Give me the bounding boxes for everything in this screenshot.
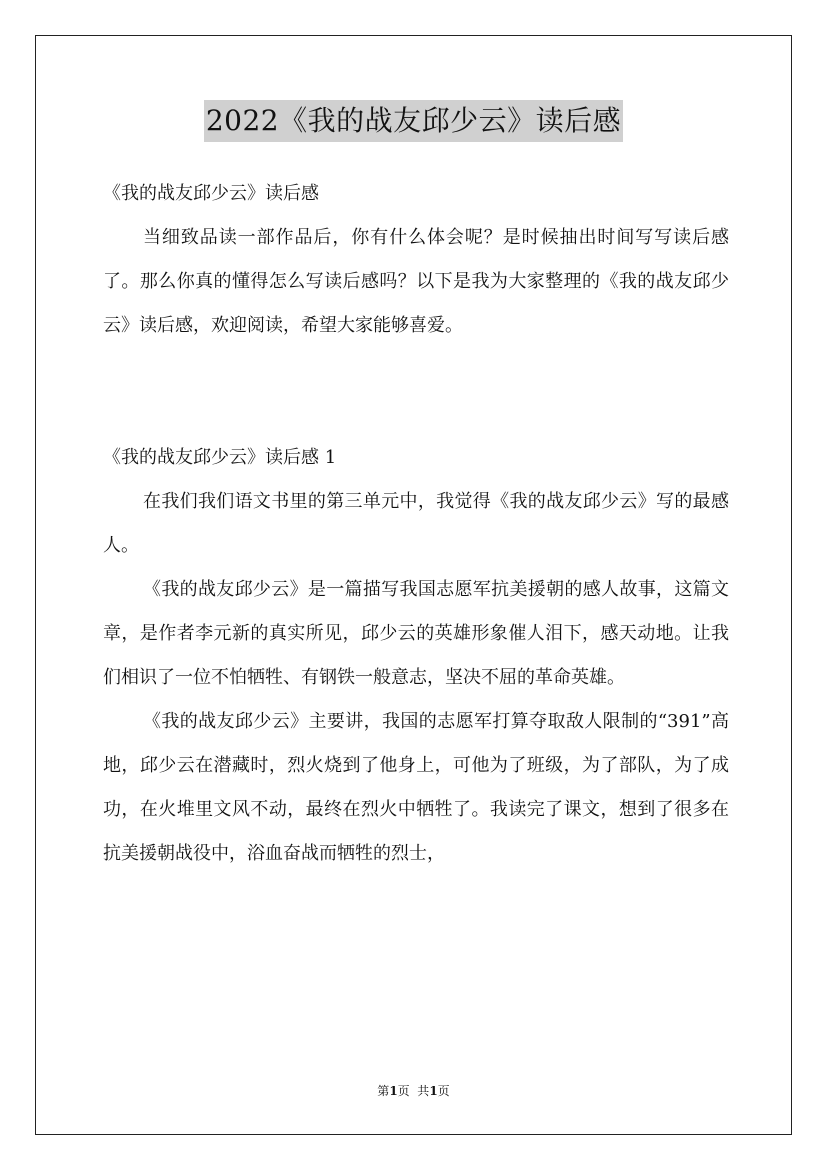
section-heading: 《我的战友邱少云》读后感 1 [103, 447, 337, 468]
body-paragraph-3: 《我的战友邱少云》主要讲，我国的志愿军打算夺取敌人限制的“391”高地，邱少云在潜藏时，烈火烧到了他身上，可他为了班级，为了部队，为了成功，在火堆里文风不动，最终在烈火中牺牲了。我读完了课文，想到了很多在抗美援朝战役中，浴血奋战而牺牲的烈士， [103, 711, 729, 864]
intro-paragraph: 当细致品读一部作品后，你有什么体会呢？是时候抽出时间写写读后感了。那么你真的懂得怎么写读后感吗？以下是我为大家整理的《我的战友邱少云》读后感，欢迎阅读，希望大家能够喜爱。 [103, 227, 729, 336]
body-paragraph-2: 《我的战友邱少云》是一篇描写我国志愿军抗美援朝的感人故事，这篇文章，是作者李元新的真实所见，邱少云的英雄形象催人泪下，感天动地。让我们相识了一位不怕牺牲、有钢铁一般意志，坚决不屈的革命英雄。 [103, 579, 729, 688]
document-body [103, 172, 729, 876]
footer-total-pages: 1 [429, 1084, 438, 1098]
footer-page-number: 1 [389, 1084, 398, 1098]
footer-mid: 页 共 [397, 1084, 430, 1098]
subtitle: 《我的战友邱少云》读后感 [103, 183, 319, 204]
page-footer [0, 1082, 827, 1100]
document-title: 2022《我的战友邱少云》读后感 [204, 100, 623, 142]
title-container [0, 100, 827, 142]
section-spacer [103, 348, 729, 436]
body-paragraph-1: 在我们我们语文书里的第三单元中，我觉得《我的战友邱少云》写的最感人。 [103, 491, 729, 556]
footer-prefix: 第 [377, 1084, 390, 1098]
footer-suffix: 页 [437, 1084, 450, 1098]
